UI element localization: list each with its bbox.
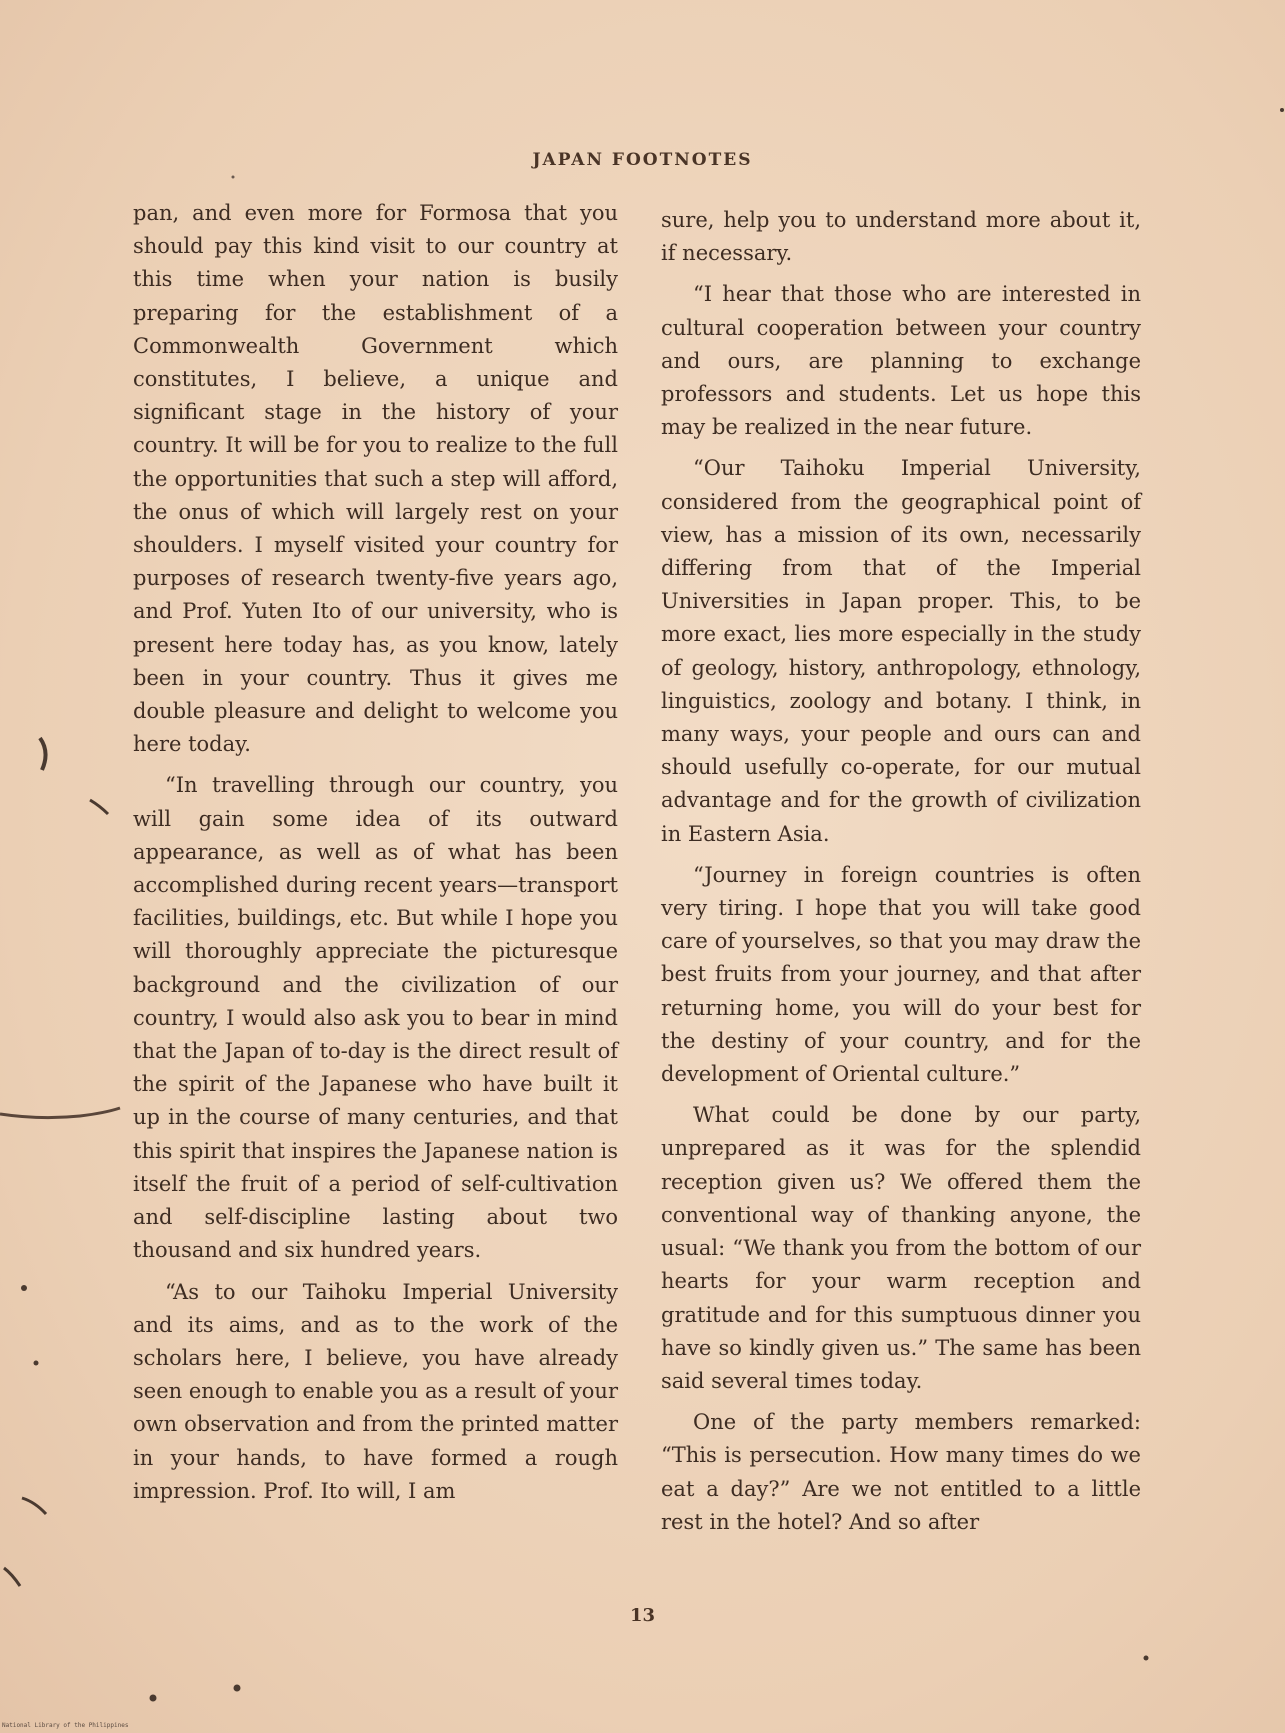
paragraph: sure, help you to understand more about it, if necessary.	[661, 208, 1141, 266]
paragraph: What could be done by our party, unprepared as it was for the splendid reception given us? We offered them the conventional way of thanking anyone, the usual: “We thank you from the bottom of our hearts for your warm reception and gratitude and for this sumptuous dinner you have so kindly given us.” The same has been said several times today.	[661, 1103, 1141, 1393]
paper-speck	[21, 1285, 27, 1291]
paragraph: “In travelling through our country, you will gain some idea of its outward appearance, as well as of what has been accomplished during recent years—transport facilities, buildings, etc. But while I hope you will thoroughly appreciate the picturesque background and the civilization of our country, I would also ask you to bear in mind that the Japan of to-day is the direct result of the spirit of the Japanese who have built it up in the course of many centuries, and that this spirit that inspires the Japanese nation is itself the fruit of a period of self-cultivation and self-discipline lasting about two thousand and six hundred years.	[133, 773, 618, 1263]
paper-speck	[234, 1685, 241, 1692]
paragraph: “Our Taihoku Imperial University, considered from the geographical point of view, has a mission of its own, necessarily differing from that of the Imperial Universities in Japan proper. This, to be more exact, lies more especially in the study of geology, history, anthropology, ethnology, linguistics, zoology and botany. I think, in many ways, your people and ours can and should usefully co-operate, for our mutual advantage and for the growth of civilization in Eastern Asia.	[661, 456, 1141, 846]
margin-pencil-bracket	[40, 738, 46, 770]
paragraph: One of the party members remarked: “This is persecution. How many times do we eat a day?” Are we not entitled to a little rest in the hotel? And so after	[661, 1410, 1141, 1534]
paper-speck	[1280, 108, 1284, 112]
margin-pencil-tick	[90, 800, 108, 814]
paragraph: pan, and even more for Formosa that you should pay this kind visit to our country at this time when your nation is busily preparing for the establishment of a Commonwealth Government which constitutes, I believe, a unique and significant stage in the history of your country. It will be for you to realize to the full the opportunities that such a step will afford, the onus of which will largely rest on your shoulders. I myself visited your country for purposes of research twenty-five years ago, and Prof. Yuten Ito of our university, who is present here today has, as you know, lately been in your country. Thus it gives me double pleasure and delight to welcome you here today.	[133, 201, 618, 757]
page-number: 13	[629, 1605, 656, 1626]
paper-speck	[232, 176, 235, 179]
running-title: JAPAN FOOTNOTES	[532, 150, 753, 170]
library-credit: National Library of the Philippines	[2, 1722, 129, 1729]
paper-speck	[150, 1695, 157, 1702]
margin-pencil-tick	[22, 1498, 46, 1514]
right-column	[661, 204, 1141, 1539]
paper-speck	[1144, 1656, 1149, 1661]
margin-pencil-tick	[4, 1568, 20, 1586]
paper-speck	[34, 1361, 39, 1366]
paragraph: “I hear that those who are interested in cultural cooperation between your country and ours, are planning to exchange professors and students. Let us hope this may be realized in the near future.	[661, 282, 1141, 440]
paragraph: “Journey in foreign countries is often very tiring. I hope that you will take good care of yourselves, so that you may draw the best fruits from your journey, and that after returning home, you will do your best for the destiny of your country, and for the development of Oriental culture.”	[661, 862, 1141, 1087]
left-column	[133, 197, 618, 1508]
margin-pencil-stroke	[0, 1108, 120, 1118]
paragraph: “As to our Taihoku Imperial University and its aims, and as to the work of the scholars here, I believe, you have already seen enough to enable you as a result of your own observation and from the printed matter in your hands, to have formed a rough impression. Prof. Ito will, I am	[133, 1279, 618, 1503]
